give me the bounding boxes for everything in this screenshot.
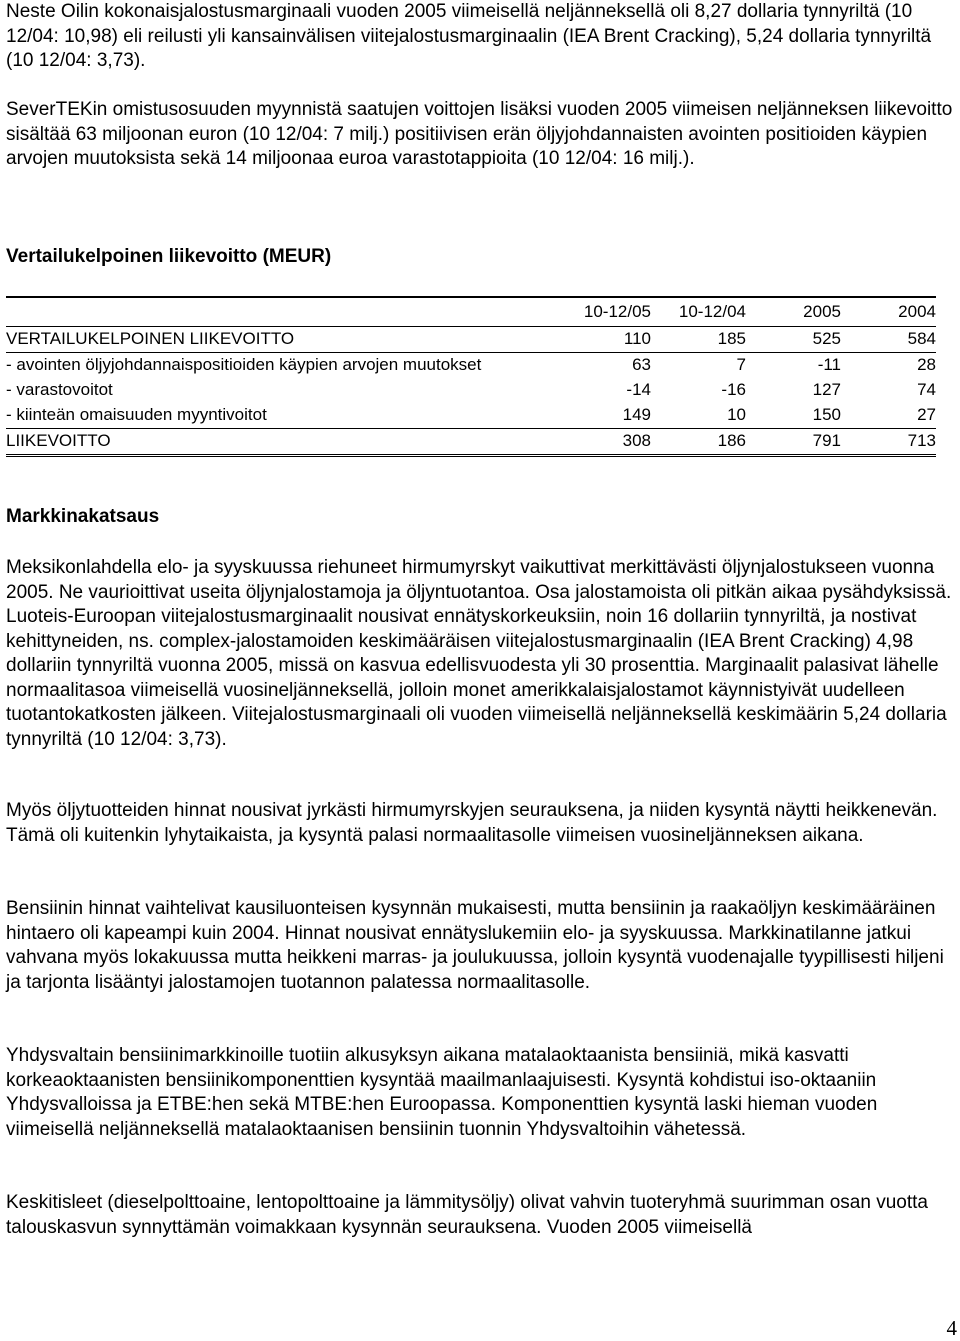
- header-q4-2005: 10-12/05: [583, 301, 651, 321]
- intro-paragraph-1: Neste Oilin kokonaisjalostusmarginaali vuoden 2005 viimeisellä neljänneksellä oli 8,27 dollaria tynnyriltä (10 12/04: 10,98) eli reilusti yli kansainvälisen viitejalostusmarginaalin (IEA Brent Cracking), 5,24 dollaria tynnyriltä (10 12/04: 3,73).: [6, 1, 932, 71]
- row-label: VERTAILUKELPOINEN LIIKEVOITTO: [6, 327, 556, 353]
- table-heading: Vertailukelpoinen liikevoitto (MEUR): [6, 246, 332, 267]
- row-label: - varastovoitot: [6, 380, 113, 400]
- header-q4-2004: 10-12/04: [678, 301, 746, 321]
- row-value: 186: [651, 429, 746, 456]
- row-value: 149: [556, 403, 651, 429]
- row-label: - kiinteän omaisuuden myyntivoitot: [6, 403, 556, 429]
- row-value: 584: [841, 327, 936, 353]
- row-value: 308: [556, 429, 651, 456]
- market-paragraph-5: Keskitisleet (dieselpolttoaine, lentopolttoaine ja lämmitysöljy) olivat vahvin tuoteryhmä suurimman osan vuotta talouskasvun synnyttämän voimakkaan kysynnän seurauksena. Vuoden 2005 viimeisellä: [6, 1192, 928, 1238]
- comparable-operating-profit-table: [6, 296, 936, 457]
- row-value: 791: [746, 429, 841, 456]
- row-value: 27: [841, 403, 936, 429]
- row-value: 10: [651, 403, 746, 429]
- row-value: 110: [556, 327, 651, 353]
- header-label-cell: [6, 297, 556, 327]
- row-value: 713: [841, 429, 936, 456]
- row-value: 74: [917, 380, 936, 400]
- row-value: 28: [917, 355, 936, 375]
- row-label: LIIKEVOITTO: [6, 429, 556, 456]
- table-header-row: [6, 297, 936, 327]
- market-paragraph-4: Yhdysvaltain bensiinimarkkinoille tuotiin alkusyksyn aikana matalaoktaanista bensiiniä, mikä kasvatti korkeaoktaanisten bensiinikomponenttien kysyntää maailmanlaajuisesti. Kysyntä kohdistui iso-oktaaniin Yhdysvalloissa ja ETBE:hen sekä MTBE:hen Euroopassa. Komponenttien kysyntä laski hieman vuoden viimeisellä neljänneksellä matalaoktaanisen bensiinin tuonnin Yhdysvaltoihin vähetessä.: [6, 1045, 878, 1140]
- market-paragraph-1: Meksikonlahdella elo- ja syyskuussa riehuneet hirmumyrskyt vaikuttivat merkittävästi öljynjalostukseen vuonna 2005. Ne vaurioittivat useita öljynjalostamoja ja öljyntuotantoa. Osa jalostamoista oli pitkän aikaa pysähdyksissä. Luoteis-Euroopan viitejalostusmarginaalit nousivat ennätyskorkeuksiin, noin 16 dollariin tynnyriltä, ja nostivat kehittyneiden, ns. complex-jalostamoiden keskimääräisen viitejalostusmarginaalin (IEA Brent Cracking) 4,98 dollariin tynnyriltä vuonna 2005, missä on kasvua edellisvuodesta yli 30 prosenttia. Marginaalit palasivat lähelle normaalitasoa viimeisellä vuosineljänneksellä, jolloin monet amerikkalaisjalostamot käynnistyivät uudelleen tuotantokatkosten jälkeen. Viitejalostusmarginaali oli vuoden viimeisellä neljänneksellä keskimäärin 5,24 dollaria tynnyriltä (10 12/04: 3,73).: [6, 557, 952, 750]
- row-label: - avointen öljyjohdannaispositioiden käypien arvojen muutokset: [6, 355, 482, 375]
- market-paragraph-3: Bensiinin hinnat vaihtelivat kausiluonteisen kysynnän mukaisesti, mutta bensiinin ja raakaöljyn keskimääräinen hintaero oli kapeampi kuin 2004. Hinnat nousivat ennätyslukemiin elo- ja syyskuussa. Markkinatilanne jatkui vahvana myös lokakuussa mutta heikkeni marras- ja joulukuussa, jolloin kysyntä vuodenajalle tyypillisesti hiljeni ja tarjonta lisääntyi jalostamojen tuotannon palatessa normaalitasolle.: [6, 898, 944, 993]
- section-heading: Markkinakatsaus: [6, 506, 160, 527]
- row-value: -11: [817, 355, 841, 375]
- row-value: 525: [746, 327, 841, 353]
- row-value: 185: [651, 327, 746, 353]
- row-value: 127: [812, 380, 841, 400]
- table-total-row: [6, 429, 936, 456]
- table-row: [6, 353, 936, 379]
- intro-paragraph-2: SeverTEKin omistusosuuden myynnistä saatujen voittojen lisäksi vuoden 2005 viimeisen neljänneksen liikevoitto sisältää 63 miljoonan euron (10 12/04: 7 milj.) positiivisen erän öljyjohdannaisten avointen positioiden käypien arvojen muutoksista sekä 14 miljoonaa euroa varastotappioita (10 12/04: 16 milj.).: [6, 99, 953, 169]
- row-value: -14: [626, 380, 651, 400]
- page-number: 4: [946, 1316, 957, 1340]
- header-2004: 2004: [898, 301, 936, 321]
- row-value: 7: [736, 355, 746, 375]
- row-value: 63: [632, 355, 651, 375]
- table-row: [6, 403, 936, 429]
- table-row: [6, 378, 936, 403]
- row-value: 150: [746, 403, 841, 429]
- header-2005: 2005: [803, 301, 841, 321]
- table-row: [6, 327, 936, 353]
- row-value: -16: [721, 380, 746, 400]
- market-paragraph-2: Myös öljytuotteiden hinnat nousivat jyrkästi hirmumyrskyjen seurauksena, ja niiden kysyntä näytti heikkenevän. Tämä oli kuitenkin lyhytaikaista, ja kysyntä palasi normaalitasolle viimeisen vuosineljänneksen aikana.: [6, 800, 938, 846]
